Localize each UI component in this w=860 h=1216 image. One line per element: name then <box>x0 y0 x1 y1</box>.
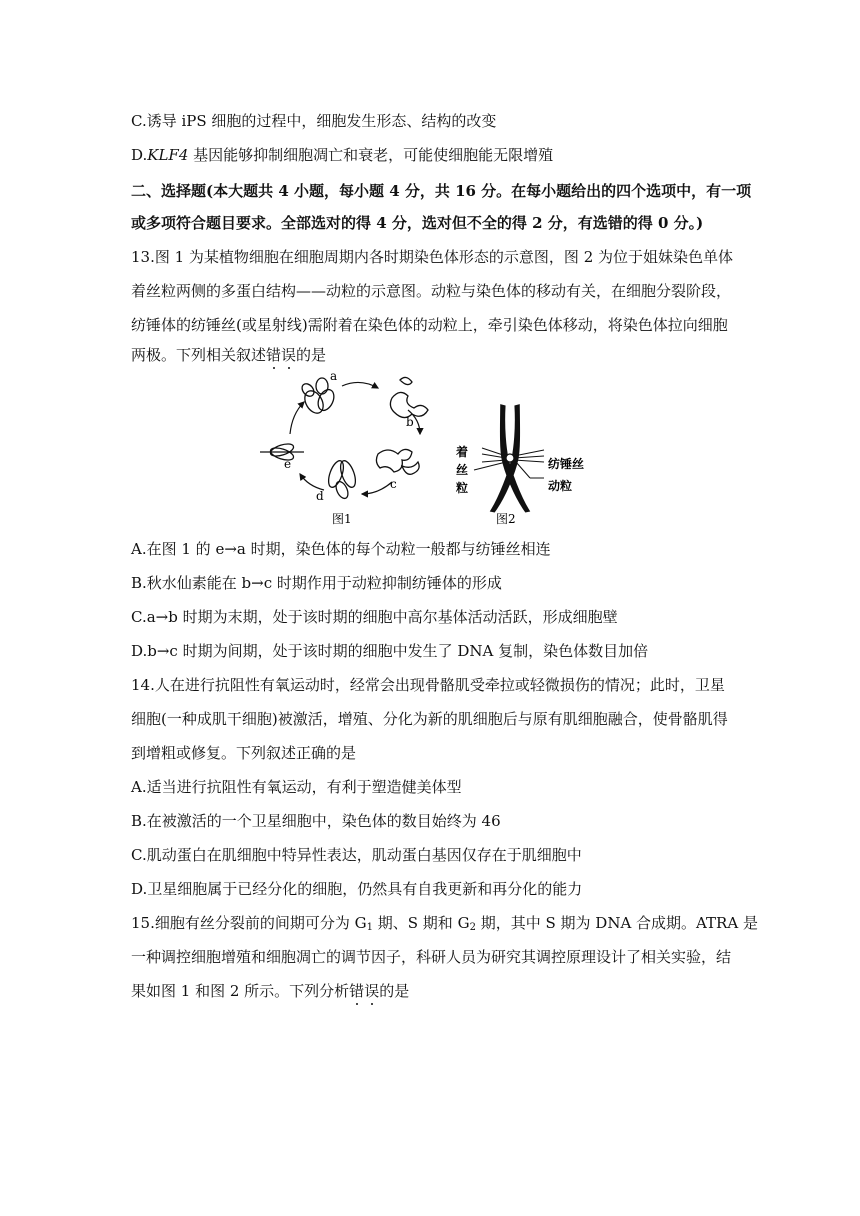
q15-stem-text: 果如图 1 和图 2 所示。下列分析 <box>131 982 350 1000</box>
option-d-prefix: D. <box>131 146 148 164</box>
q15-stem-line-2: 一种调控细胞增殖和细胞凋亡的调节因子，科研人员为研究其调控原理设计了相关实验，结 <box>131 948 732 966</box>
q14-stem-line-1: 14.人在进行抗阻性有氧运动时，经常会出现骨骼肌受牵拉或轻微损伤的情况；此时，卫星 <box>131 676 725 694</box>
stage-label-a: a <box>330 369 338 383</box>
spindle-label: 纺锤丝 <box>548 457 585 471</box>
q13-stem-text: 两极。下列相关叙述 <box>131 346 267 364</box>
q15-text-b: 期、S 期和 G <box>372 914 470 932</box>
q15-stem-line-3 <box>131 980 731 1002</box>
q13-option-a: A.在图 1 的 e→a 时期，染色体的每个动粒一般都与纺锤丝相连 <box>131 540 551 558</box>
stage-label-b: b <box>406 415 414 429</box>
q13-figure <box>260 358 620 534</box>
subscript-1: 1 <box>366 922 373 933</box>
emphasis-char: 误 <box>364 982 380 1000</box>
option-c-ips: C.诱导 iPS 细胞的过程中，细胞发生形态、结构的改变 <box>131 112 497 130</box>
emphasis-char: 误 <box>281 346 297 364</box>
q13-stem-line-2: 着丝粒两侧的多蛋白结构——动粒的示意图。动粒与染色体的移动有关，在细胞分裂阶段， <box>131 282 732 300</box>
q14-option-a: A.适当进行抗阻性有氧运动，有利于塑造健美体型 <box>131 778 462 796</box>
q13-stem-end: 的是 <box>296 346 327 364</box>
option-d-klf4 <box>131 144 731 166</box>
centromere-label-3: 粒 <box>456 481 469 495</box>
emphasis-char: 错 <box>266 346 282 364</box>
q13-option-b: B.秋水仙素能在 b→c 时期作用于动粒抑制纺锤体的形成 <box>131 574 502 592</box>
q14-option-d: D.卫星细胞属于已经分化的细胞，仍然具有自我更新和再分化的能力 <box>131 880 583 898</box>
q14-option-c: C.肌动蛋白在肌细胞中特异性表达，肌动蛋白基因仅存在于肌细胞中 <box>131 846 582 864</box>
q14-option-b: B.在被激活的一个卫星细胞中，染色体的数目始终为 46 <box>131 812 501 830</box>
stage-label-e: e <box>284 457 292 471</box>
option-d-text: 基因能够抑制细胞凋亡和衰老，可能使细胞能无限增殖 <box>188 146 554 164</box>
chromosome-c <box>376 449 419 474</box>
subscript-2: 2 <box>469 922 476 933</box>
q15-text-c: 期，其中 S 期为 DNA 合成期。ATRA 是 <box>475 914 758 932</box>
q13-option-c: C.a→b 时期为末期，处于该时期的细胞中高尔基体活动活跃，形成细胞壁 <box>131 608 618 626</box>
q15-stem-end: 的是 <box>379 982 410 1000</box>
cell-cycle-diagram <box>260 358 620 534</box>
figure-1-caption: 图1 <box>332 512 352 526</box>
q15-stem-line-1 <box>131 912 758 934</box>
centromere-label-2: 丝 <box>456 463 469 477</box>
chromosome-e <box>260 442 304 463</box>
section-2-title-cont: 或多项符合题目要求。全部选对的得 4 分，选对但不全的得 2 分，有选错的得 0 分。) <box>131 214 704 232</box>
centromere-label-1: 着 <box>456 445 469 459</box>
q14-stem-line-2: 细胞(一种成肌干细胞)被激活，增殖、分化为新的肌细胞后与原有肌细胞融合，使骨骼肌得 <box>131 710 728 728</box>
chromosome-figure-2 <box>491 404 530 515</box>
figure-2-caption: 图2 <box>496 512 516 526</box>
stage-label-d: d <box>316 489 324 503</box>
q15-text-a: 15.细胞有丝分裂前的间期可分为 G <box>131 914 367 932</box>
chromosome-d <box>326 459 359 500</box>
emphasis-char: 错 <box>349 982 365 1000</box>
kinetochore-label: 动粒 <box>548 479 573 493</box>
q13-stem-line-3: 纺锤体的纺锤丝(或星射线)需附着在染色体的动粒上，牵引染色体移动，将染色体拉向细胞 <box>131 316 728 334</box>
q14-stem-line-3: 到增粗或修复。下列叙述正确的是 <box>131 744 357 762</box>
section-2-title: 二、选择题(本大题共 4 小题，每小题 4 分，共 16 分。在每小题给出的四个选项中，有一项 <box>131 182 752 200</box>
chromosome-a <box>300 378 337 416</box>
q13-option-d: D.b→c 时期为间期，处于该时期的细胞中发生了 DNA 复制，染色体数目加倍 <box>131 642 649 660</box>
q13-stem-line-1: 13.图 1 为某植物细胞在细胞周期内各时期染色体形态的示意图，图 2 为位于姐妹染色单体 <box>131 248 734 266</box>
gene-name: KLF4 <box>147 146 189 164</box>
stage-label-c: c <box>390 477 397 491</box>
